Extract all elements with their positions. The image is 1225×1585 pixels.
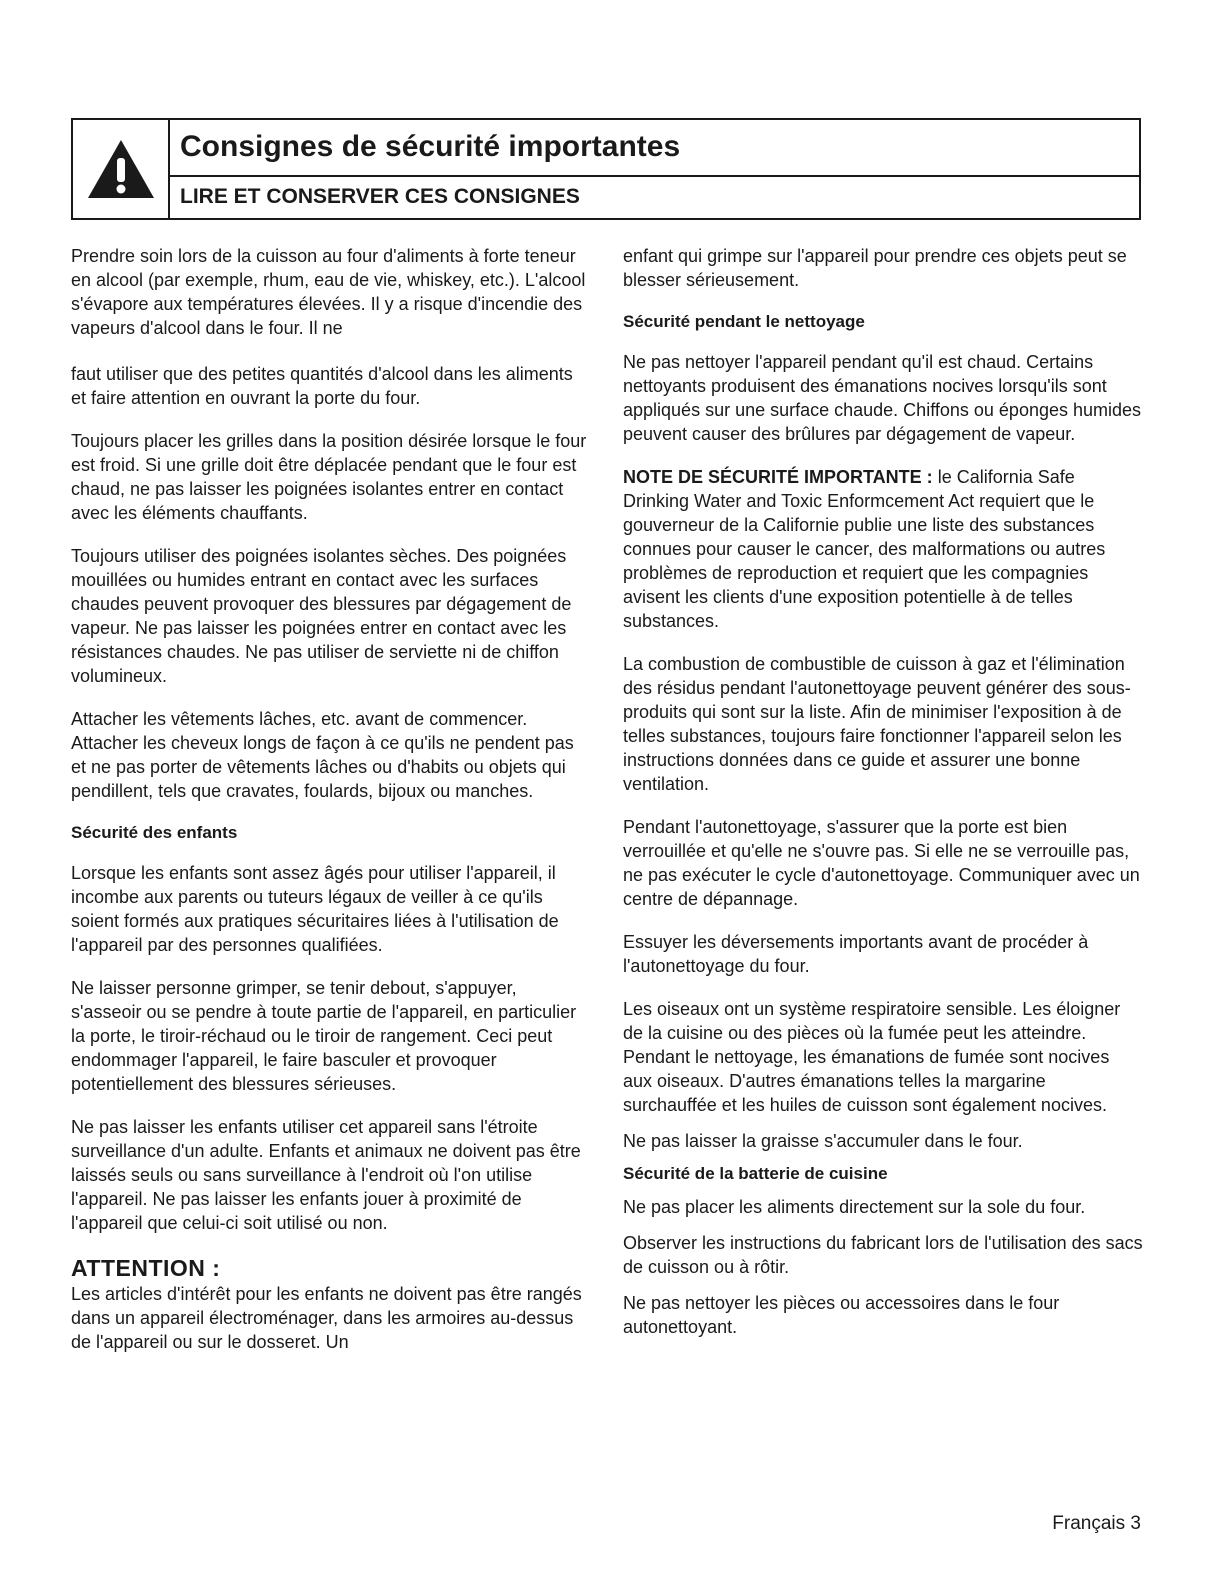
paragraph: Ne pas nettoyer l'appareil pendant qu'il est chaud. Certains nettoyants produisent des émanations nocives lorsqu'ils sont appliqués sur une surface chaude. Chiffons ou éponges humides peuvent causer des brûlures par dégagement de vapeur.: [623, 352, 1142, 444]
attention-heading: ATTENTION :: [71, 1255, 221, 1281]
warning-triangle-icon: [86, 138, 156, 200]
paragraph: Ne laisser personne grimper, se tenir debout, s'appuyer, s'asseoir ou se pendre à toute partie de l'appareil, en particulier la porte, le tiroir-réchaud ou le tiroir de rangement. Ceci peut endommager l'appareil, le faire basculer et provoquer potentiellement des blessures sérieuses.: [71, 978, 577, 1094]
page-number: Français 3: [1052, 1513, 1141, 1534]
title-cell: [170, 120, 1139, 218]
paragraph: Ne pas laisser la graisse s'accumuler dans le four.: [623, 1131, 1023, 1151]
safety-header: [71, 118, 1141, 220]
paragraph: Lorsque les enfants sont assez âgés pour utiliser l'appareil, il incombe aux parents ou tuteurs légaux de veiller à ce qu'ils soient formés aux pratiques sécuritaires liées à l'utilisation de l'appareil par des personnes qualifiées.: [71, 863, 559, 955]
note-label: NOTE DE SÉCURITÉ IMPORTANTE :: [623, 467, 933, 487]
left-column: [71, 244, 591, 1373]
paragraph: Les oiseaux ont un système respiratoire sensible. Les éloigner de la cuisine ou des pièces où la fumée peut les atteindre. Pendant le nettoyage, les émanations de fumée sont nocives aux oiseaux. D'autres émanations telles la margarine surchauffée et les huiles de cuisson sont également nocives.: [623, 999, 1121, 1115]
paragraph: Pendant l'autonettoyage, s'assurer que la porte est bien verrouillée et qu'elle ne s'ouvre pas. Si elle ne se verrouille pas, ne pas exécuter le cycle d'autonettoyage. Communiquer avec un centre de dépannage.: [623, 817, 1140, 909]
paragraph: Ne pas nettoyer les pièces ou accessoires dans le four autonettoyant.: [623, 1293, 1060, 1337]
paragraph: Les articles d'intérêt pour les enfants ne doivent pas être rangés dans un appareil électroménager, dans les armoires au-dessus de l'appareil ou sur le dosseret. Un: [71, 1284, 582, 1352]
right-column: [623, 244, 1143, 1358]
safety-note: [623, 465, 1143, 633]
warning-icon-cell: [73, 120, 170, 218]
page-title: Consignes de sécurité importantes: [170, 120, 1139, 177]
paragraph: Attacher les vêtements lâches, etc. avant de commencer. Attacher les cheveux longs de façon à ce qu'ils ne pendent pas et ne pas porter de vêtements lâches ou d'habits ou objets qui pendillent, tels que cravates, foulards, bijoux ou manches.: [71, 709, 574, 801]
paragraph: Observer les instructions du fabricant lors de l'utilisation des sacs de cuisson ou à rôtir.: [623, 1233, 1143, 1277]
section-heading-cleaning: Sécurité pendant le nettoyage: [623, 312, 865, 331]
paragraph: enfant qui grimpe sur l'appareil pour prendre ces objets peut se blesser sérieusement.: [623, 246, 1127, 290]
paragraph: Ne pas placer les aliments directement sur la sole du four.: [623, 1197, 1086, 1217]
page-subtitle: LIRE ET CONSERVER CES CONSIGNES: [180, 185, 580, 208]
paragraph: La combustion de combustible de cuisson à gaz et l'élimination des résidus pendant l'autonettoyage peuvent générer des sous-produits qui sont sur la liste. Afin de minimiser l'exposition à de telles substances, toujours faire fonctionner l'appareil selon les instructions données dans ce guide et assurer une bonne ventilation.: [623, 654, 1131, 794]
paragraph: Ne pas laisser les enfants utiliser cet appareil sans l'étroite surveillance d'un adulte. Enfants et animaux ne doivent pas être laissés seuls ou sans surveillance à l'endroit où l'on utilise l'appareil. Ne pas laisser les enfants jouer à proximité de l'appareil que celui-ci soit utilisé ou non.: [71, 1117, 581, 1233]
paragraph: Toujours utiliser des poignées isolantes sèches. Des poignées mouillées ou humides entrant en contact avec les surfaces chaudes peuvent provoquer des blessures par dégagement de vapeur. Ne pas laisser les poignées entrer en contact avec les résistances chaudes. Ne pas utiliser de serviette ni de chiffon volumineux.: [71, 546, 572, 686]
paragraph: Prendre soin lors de la cuisson au four d'aliments à forte teneur en alcool (par exemple, rhum, eau de vie, whiskey, etc.). L'alcool s'évapore aux températures élevées. Il y a risque d'incendie des vapeurs d'alcool dans le four. Il ne: [71, 246, 586, 338]
section-heading-children: Sécurité des enfants: [71, 823, 238, 842]
paragraph: Essuyer les déversements importants avant de procéder à l'autonettoyage du four.: [623, 932, 1089, 976]
note-text: le California Safe Drinking Water and Toxic Enformcement Act requiert que le gouverneur de la Californie publie une liste des substances connues pour causer le cancer, des malformations ou autres problèmes de reproduction et requiert que les compagnies avisent les clients d'une exposition potentielle à de telles substances.: [623, 467, 1106, 631]
paragraph: Toujours placer les grilles dans la position désirée lorsque le four est froid. Si une grille doit être déplacée pendant que le four est chaud, ne pas laisser les poignées isolantes entrer en contact avec les éléments chauffants.: [71, 431, 587, 523]
paragraph: faut utiliser que des petites quantités d'alcool dans les aliments et faire attention en ouvrant la porte du four.: [71, 364, 573, 408]
section-heading-cookware: Sécurité de la batterie de cuisine: [623, 1164, 888, 1183]
